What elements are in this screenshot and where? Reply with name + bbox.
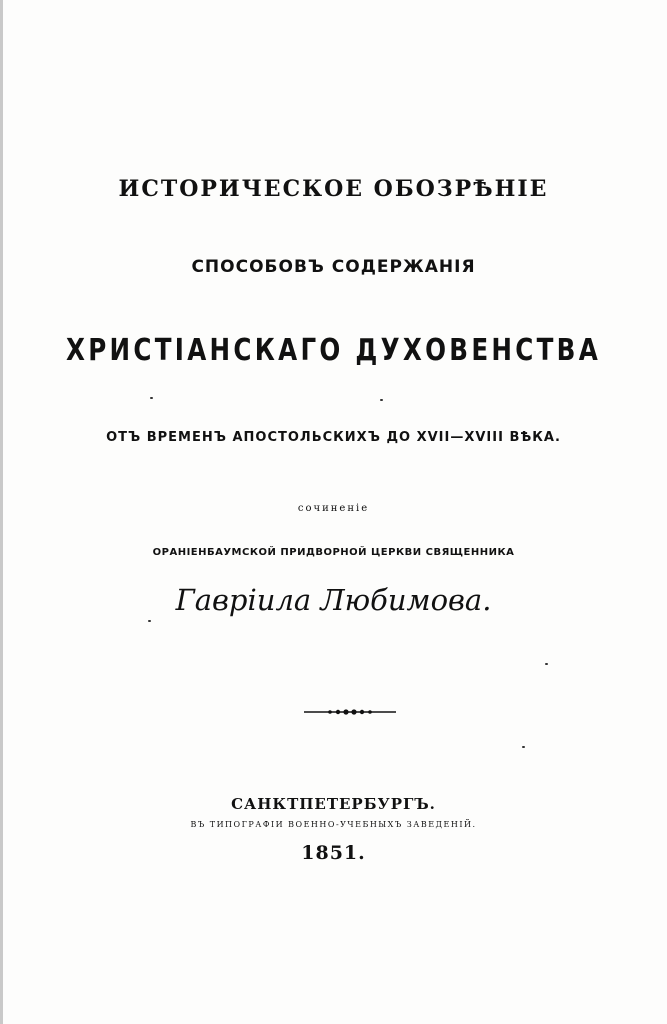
- ink-speck: [545, 663, 548, 665]
- imprint-year: 1851.: [301, 842, 366, 864]
- imprint-printer: ВЪ ТИПОГРАФІИ ВОЕННО-УЧЕБНЫХЪ ЗАВЕДЕНІЙ.: [190, 820, 477, 829]
- ink-speck: [522, 746, 525, 748]
- ornament-divider: [300, 706, 400, 718]
- title-line-3: ХРИСТІАНСКАГО ДУХОВЕНСТВА: [65, 333, 602, 368]
- title-line-2: СПОСОБОВЪ СОДЕРЖАНІЯ: [191, 257, 476, 277]
- ink-speck: [380, 399, 383, 401]
- title-line-4: ОТЪ ВРЕМЕНЪ АПОСТОЛЬСКИХЪ ДО XVII—XVIII ВѢКА.: [106, 430, 561, 445]
- by-line: сочиненіе: [297, 503, 370, 514]
- author-position: ОРАНІЕНБАУМСКОЙ ПРИДВОРНОЙ ЦЕРКВИ СВЯЩЕННИКА: [152, 547, 515, 558]
- imprint-city: САНКТПЕТЕРБУРГЪ.: [231, 795, 436, 813]
- title-line-1: ИСТОРИЧЕСКОЕ ОБОЗРѢНІЕ: [118, 176, 549, 202]
- ink-speck: [150, 397, 153, 399]
- ink-speck: [148, 620, 151, 622]
- author-name: Гавріила Любимова.: [175, 583, 492, 617]
